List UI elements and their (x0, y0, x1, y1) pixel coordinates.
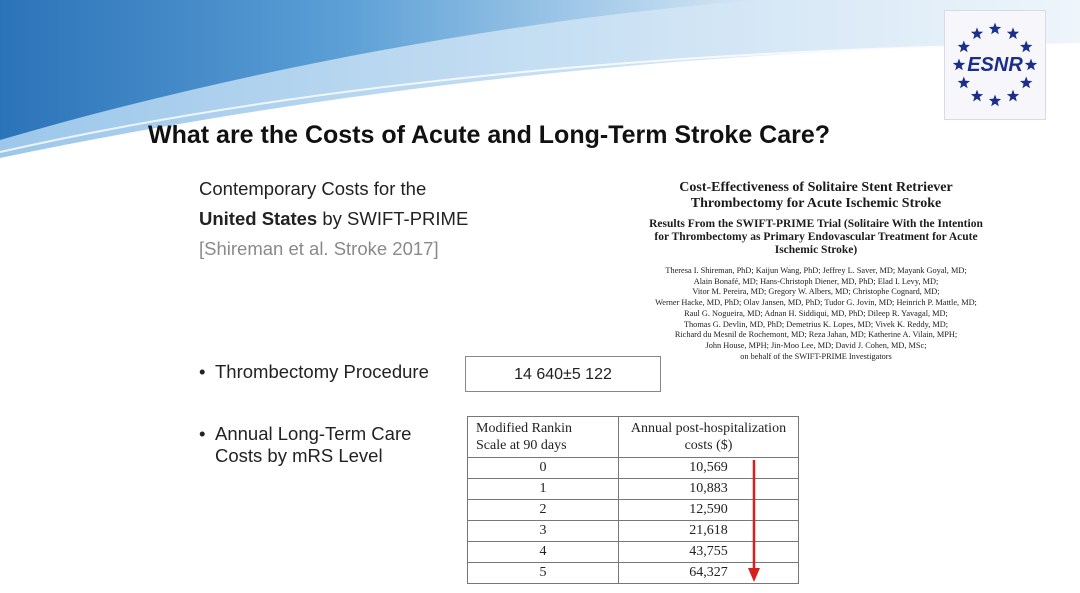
intro-country: United States (199, 208, 318, 229)
mrs-cell: 5 (468, 563, 619, 584)
intro-trial: by SWIFT-PRIME (317, 208, 469, 229)
cost-cell: 64,327 (619, 563, 799, 584)
paper-authors (630, 266, 1002, 362)
mrs-cell: 3 (468, 521, 619, 542)
header-cost (619, 417, 799, 458)
mrs-cell: 2 (468, 500, 619, 521)
star-icon (971, 27, 983, 39)
star-icon (1020, 41, 1032, 53)
cost-cell: 12,590 (619, 500, 799, 521)
paper-subtitle (630, 218, 1002, 257)
header-mrs-line: Modified Rankin (476, 421, 573, 436)
cost-cell: 10,883 (619, 479, 799, 500)
mrs-cell: 0 (468, 458, 619, 479)
star-icon (1007, 27, 1019, 39)
header-cost-line: costs ($) (684, 438, 733, 453)
bullet-dot: • (199, 361, 206, 382)
author-line: on behalf of the SWIFT-PRIME Investigators (740, 351, 892, 361)
star-icon (989, 95, 1001, 107)
header-cost-line: Annual post-hospitalization (630, 421, 787, 436)
paper-excerpt (630, 180, 1002, 362)
bullet-text-line-1: Annual Long-Term Care (215, 423, 412, 444)
star-icon (1007, 90, 1019, 102)
mrs-cell: 1 (468, 479, 619, 500)
paper-title-line: Thrombectomy for Acute Ischemic Stroke (690, 196, 942, 211)
star-icon (1025, 59, 1037, 71)
author-line: Vitor M. Pereira, MD; Gregory W. Albers, MD; Christophe Cognard, MD; (692, 287, 940, 297)
paper-title-line: Cost-Effectiveness of Solitaire Stent Retriever (679, 180, 953, 195)
bullet-dot: • (199, 423, 206, 444)
bullet-text-line-2: Costs by mRS Level (215, 445, 383, 466)
svg-text:ESNR: ESNR (967, 54, 1023, 76)
star-icon (958, 41, 970, 53)
bullet-text: Thrombectomy Procedure (215, 361, 429, 382)
author-line: Raul G. Nogueira, MD; Adnan H. Siddiqui, MD, PhD; Dileep R. Yavagal, MD; (684, 308, 948, 318)
paper-subtitle-line: Ischemic Stroke) (774, 244, 858, 256)
author-line: Thomas G. Devlin, MD, PhD; Demetrius K. Lopes, MD; Vivek K. Reddy, MD; (683, 319, 949, 329)
author-line: Werner Hacke, MD, PhD; Olav Jansen, MD, PhD; Tudor G. Jovin, MD; Heinrich P. Mattle, MD; (655, 298, 977, 308)
esnr-logo-graphic (945, 11, 1045, 119)
paper-title (630, 180, 1002, 212)
cost-cell: 10,569 (619, 458, 799, 479)
paper-subtitle-line: Results From the SWIFT-PRIME Trial (Solitaire With the Intention (649, 218, 983, 230)
star-icon (958, 77, 970, 89)
slide-title: What are the Costs of Acute and Long-Term Stroke Care? (148, 121, 831, 149)
intro-reference: [Shireman et al. Stroke 2017] (199, 238, 439, 259)
down-arrow-icon (747, 460, 761, 584)
header-mrs-line: Scale at 90 days (476, 438, 567, 453)
mrs-cell: 4 (468, 542, 619, 563)
star-icon (971, 90, 983, 102)
header-mrs (468, 417, 619, 458)
intro-line-1: Contemporary Costs for the (199, 178, 427, 199)
table-header-row (468, 417, 799, 458)
author-line: Alain Bonafé, MD; Hans-Christoph Diener, MD, PhD; Elad I. Levy, MD; (693, 276, 939, 286)
esnr-logo (944, 10, 1046, 120)
star-icon (953, 59, 965, 71)
paper-subtitle-line: for Thrombectomy as Primary Endovascular Treatment for Acute (654, 231, 978, 243)
procedure-cost-box: 14 640±5 122 (465, 356, 661, 392)
star-icon (1020, 77, 1032, 89)
author-line: John House, MPH; Jin-Moo Lee, MD; David J. Cohen, MD, MSc; (705, 340, 927, 350)
author-line: Richard du Mesnil de Rochemont, MD; Reza Jahan, MD; Katherine A. Vilain, MPH; (674, 330, 958, 340)
intro-text (199, 174, 468, 264)
cost-cell: 21,618 (619, 521, 799, 542)
author-line: Theresa I. Shireman, PhD; Kaijun Wang, PhD; Jeffrey L. Saver, MD; Mayank Goyal, MD; (665, 266, 967, 275)
cost-cell: 43,755 (619, 542, 799, 563)
intro-line-2 (199, 204, 468, 234)
star-icon (989, 23, 1001, 35)
